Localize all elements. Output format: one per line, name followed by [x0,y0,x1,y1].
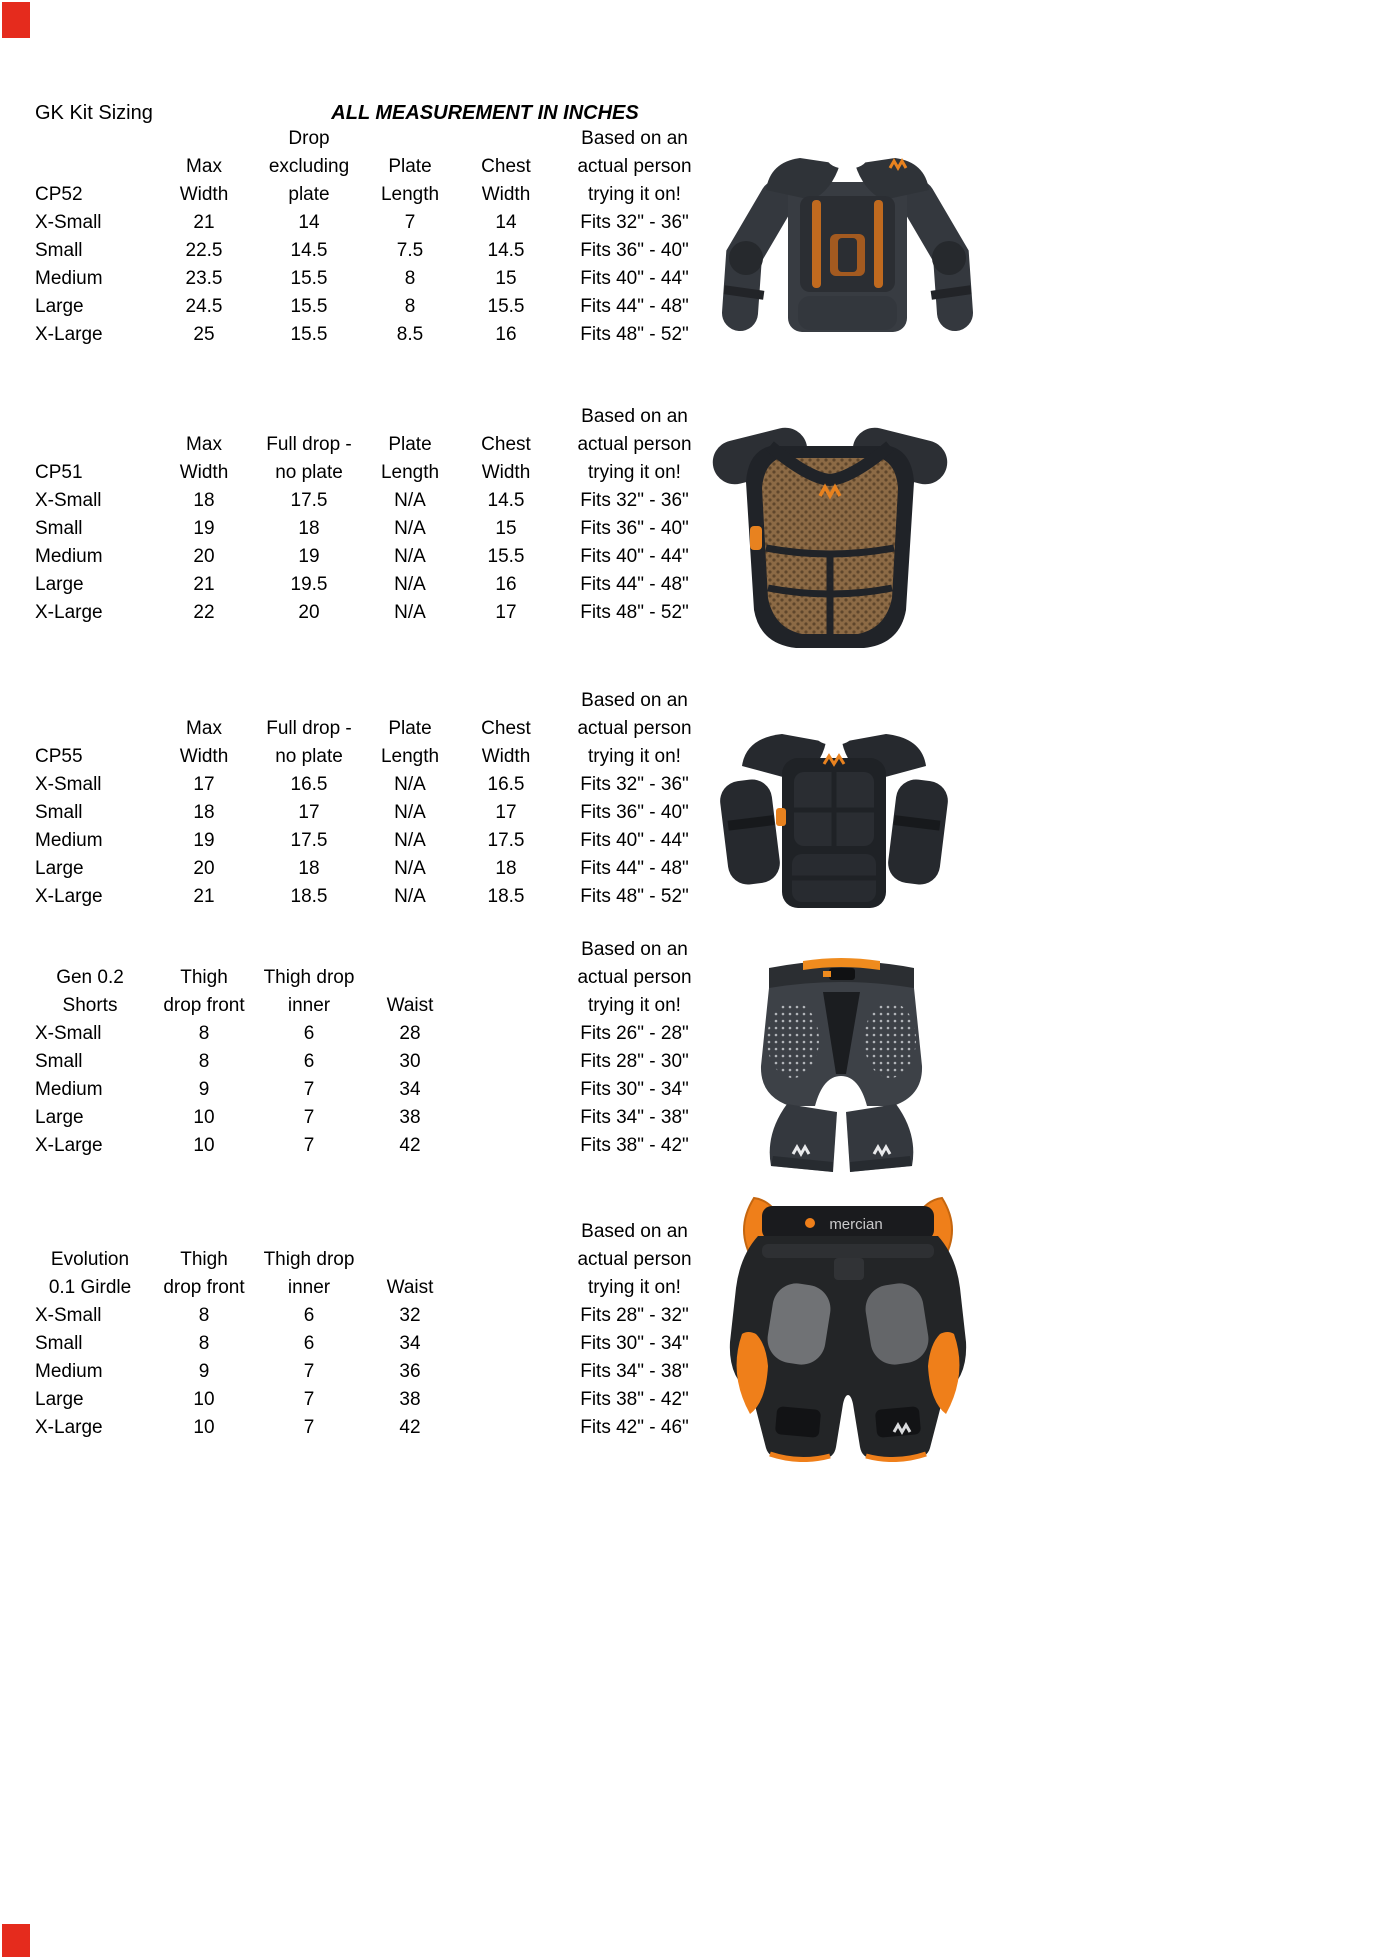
fits-cell: Fits 32" - 36" [580,212,689,233]
table-row [30,1330,722,1358]
header-cell: Thigh [180,967,228,988]
cell: 14.5 [487,240,525,261]
table-header-row [30,1218,722,1246]
header-cell [360,687,460,715]
size-cell: X-Small [35,490,102,511]
cell: 15.5 [290,296,328,317]
cell: 19 [298,546,320,567]
header-cell [30,715,150,743]
fits-cell: Fits 40" - 44" [580,268,689,289]
size-cell: Large [35,1107,84,1128]
cell: 15 [495,268,517,289]
header-cell: drop front [163,1277,245,1298]
table-row [30,543,722,571]
fits-cell: Fits 48" - 52" [580,602,689,623]
header-cell: excluding [268,156,350,177]
table-row [30,1302,722,1330]
cell [460,1414,552,1442]
header-cell [258,936,360,964]
evolution-girdle-product-image [718,1192,978,1462]
size-cell: Small [35,1333,83,1354]
cell: 17.5 [290,830,328,851]
header-cell: trying it on! [588,1277,681,1298]
table-header-row [30,992,722,1020]
header-cell [360,936,460,964]
cp51-size-table [30,403,722,627]
header-cell: Drop [288,128,330,149]
cell: 10 [193,1135,215,1156]
header-cell [460,687,552,715]
header-cell [30,687,150,715]
fits-cell: Fits 28" - 32" [580,1305,689,1326]
fits-cell: Fits 28" - 30" [580,1051,689,1072]
cell: 15.5 [487,296,525,317]
cell: 20 [193,546,215,567]
header-cell: Max [186,434,222,455]
table-header-row [30,459,722,487]
fits-cell: Fits 32" - 36" [580,774,689,795]
fits-cell: Fits 36" - 40" [580,518,689,539]
header-cell [460,992,552,1020]
header-cell: Thigh drop [263,967,355,988]
header-cell [150,1218,258,1246]
header-cell: Thigh [180,1249,228,1270]
header-cell: Thigh drop [263,1249,355,1270]
cell: 17 [298,802,320,823]
table-header-row [30,403,722,431]
fits-cell: Fits 40" - 44" [580,546,689,567]
table-header-row [30,125,722,153]
fits-cell: Fits 42" - 46" [580,1417,689,1438]
header-cell: inner [287,995,331,1016]
size-cell: Large [35,1389,84,1410]
cell: 7 [303,1079,315,1100]
size-cell: Medium [35,830,103,851]
size-cell: X-Large [35,886,103,907]
cell: 17 [495,802,517,823]
cell: 8 [198,1023,210,1044]
table-row [30,515,722,543]
header-cell [30,431,150,459]
cell: 19 [193,830,215,851]
cell: 8 [404,296,416,317]
cell: 14.5 [487,490,525,511]
header-cell: Based on an [581,939,688,960]
product-cell: Shorts [62,995,118,1016]
cell: 16.5 [487,774,525,795]
cell: 22.5 [185,240,223,261]
cell [460,1020,552,1048]
cell: 15.5 [487,546,525,567]
red-corner-mark-top [2,2,30,38]
cell: 20 [193,858,215,879]
product-cell: CP52 [35,184,83,205]
cell: N/A [394,858,426,879]
header-cell: trying it on! [588,995,681,1016]
size-cell: Small [35,802,83,823]
fits-cell: Fits 26" - 28" [580,1023,689,1044]
table-row [30,265,722,293]
fits-cell: Fits 48" - 52" [580,324,689,345]
cell: 16 [495,324,517,345]
header-cell: Full drop - [266,434,352,455]
cell: 19.5 [290,574,328,595]
cell [460,1358,552,1386]
cell: 18 [495,858,517,879]
table-header-row [30,936,722,964]
header-cell: Plate [388,156,432,177]
fits-cell: Fits 38" - 42" [580,1389,689,1410]
cp52-product-image [700,138,995,352]
cell: N/A [394,602,426,623]
header-cell [460,125,552,153]
header-cell: trying it on! [588,184,681,205]
header-cell: Max [186,156,222,177]
cp52-size-table [30,125,722,349]
table-row [30,827,722,855]
header-cell [30,936,150,964]
cell: 30 [399,1051,421,1072]
product-cell: Evolution [50,1249,130,1270]
cell [460,1132,552,1160]
cell: 28 [399,1023,421,1044]
table-header-row [30,1246,722,1274]
cell: 15.5 [290,324,328,345]
cell: N/A [394,518,426,539]
table-header-row [30,181,722,209]
size-cell: X-Small [35,774,102,795]
cell: 42 [399,1135,421,1156]
cell: 34 [399,1333,421,1354]
header-cell: Chest [481,434,531,455]
header-cell [460,1274,552,1302]
header-cell: Based on an [581,128,688,149]
fits-cell: Fits 44" - 48" [580,296,689,317]
table-row [30,209,722,237]
size-cell: X-Small [35,1305,102,1326]
size-cell: X-Large [35,1135,103,1156]
header-cell: Based on an [581,690,688,711]
cell: 9 [198,1361,210,1382]
cell: 7 [404,212,416,233]
header-cell [150,687,258,715]
size-cell: X-Small [35,1023,102,1044]
cell: 10 [193,1417,215,1438]
cell: 38 [399,1107,421,1128]
header-cell: actual person [577,1249,692,1270]
table-row [30,599,722,627]
table-row [30,487,722,515]
cell: N/A [394,574,426,595]
table-row [30,855,722,883]
cell: 34 [399,1079,421,1100]
header-cell: Waist [386,995,434,1016]
cell [460,1302,552,1330]
header-cell: Length [380,746,440,767]
header-cell: Max [186,718,222,739]
header-cell [460,964,552,992]
fits-cell: Fits 38" - 42" [580,1135,689,1156]
size-cell: Large [35,858,84,879]
cell: 38 [399,1389,421,1410]
header-cell: inner [287,1277,331,1298]
fits-cell: Fits 34" - 38" [580,1361,689,1382]
size-cell: Medium [35,1361,103,1382]
table-header-row [30,687,722,715]
table-row [30,1076,722,1104]
table-header-row [30,431,722,459]
cell [460,1048,552,1076]
header-cell [460,936,552,964]
cell: 21 [193,886,215,907]
header-cell: Waist [386,1277,434,1298]
header-cell [360,403,460,431]
header-cell: no plate [275,462,343,483]
cell: N/A [394,774,426,795]
cell: 20 [298,602,320,623]
fits-cell: Fits 32" - 36" [580,490,689,511]
size-cell: Large [35,574,84,595]
cell: 8.5 [396,324,424,345]
header-cell: Plate [388,434,432,455]
header-cell: Width [481,462,531,483]
table-header-row [30,715,722,743]
table-row [30,1048,722,1076]
size-cell: Small [35,1051,83,1072]
header-cell: Width [481,184,531,205]
cell: N/A [394,490,426,511]
cell: 25 [193,324,215,345]
cell: 18.5 [487,886,525,907]
header-cell [258,403,360,431]
cell: 22 [193,602,215,623]
fits-cell: Fits 36" - 40" [580,240,689,261]
table-row [30,1104,722,1132]
cp55-product-image [706,722,962,915]
header-cell: trying it on! [588,462,681,483]
header-cell: Width [481,746,531,767]
header-cell: Width [179,184,229,205]
size-cell: Medium [35,546,103,567]
cell [460,1330,552,1358]
table-row [30,293,722,321]
header-cell: no plate [275,746,343,767]
table-row [30,799,722,827]
size-cell: X-Large [35,324,103,345]
product-cell: Gen 0.2 [56,967,124,988]
header-cell: actual person [577,156,692,177]
table-row [30,571,722,599]
cell: 6 [303,1333,315,1354]
size-cell: X-Small [35,212,102,233]
cell: 19 [193,518,215,539]
page-title: GK Kit Sizing [35,102,153,124]
cell: 6 [303,1305,315,1326]
cell: 7 [303,1361,315,1382]
table-row [30,1132,722,1160]
size-cell: Medium [35,1079,103,1100]
table-row [30,321,722,349]
gen02-shorts-product-image [745,948,938,1182]
measurement-banner: ALL MEASUREMENT IN INCHES [331,102,639,124]
cell: 18 [298,518,320,539]
header-cell: Length [380,462,440,483]
cell: 8 [198,1051,210,1072]
header-cell [460,1246,552,1274]
cell: 24.5 [185,296,223,317]
table-row [30,771,722,799]
cell: 21 [193,574,215,595]
cell: 18 [193,802,215,823]
header-cell: Chest [481,718,531,739]
cp51-product-image [708,398,952,652]
cell: 17.5 [290,490,328,511]
cell: N/A [394,830,426,851]
header-cell: Width [179,746,229,767]
cell [460,1386,552,1414]
cell: 7.5 [396,240,424,261]
header-cell [460,403,552,431]
cell: 17 [193,774,215,795]
cell: 36 [399,1361,421,1382]
fits-cell: Fits 44" - 48" [580,858,689,879]
header-cell: actual person [577,434,692,455]
fits-cell: Fits 44" - 48" [580,574,689,595]
header-cell: Full drop - [266,718,352,739]
cell: 7 [303,1389,315,1410]
header-cell: Length [380,184,440,205]
header-cell [258,1218,360,1246]
table-header-row [30,1274,722,1302]
evolution-girdle-size-table [30,1218,722,1442]
header-cell [30,403,150,431]
table-row [30,237,722,265]
product-cell: CP51 [35,462,83,483]
cell: 10 [193,1107,215,1128]
header-cell: Chest [481,156,531,177]
cell [460,1104,552,1132]
cell: 7 [303,1417,315,1438]
header-cell [30,1218,150,1246]
size-cell: Small [35,240,83,261]
cell: 14 [495,212,517,233]
cell: 6 [303,1023,315,1044]
header-cell [150,403,258,431]
cell: 9 [198,1079,210,1100]
size-cell: X-Large [35,602,103,623]
cell: 15 [495,518,517,539]
fits-cell: Fits 36" - 40" [580,802,689,823]
fits-cell: Fits 30" - 34" [580,1333,689,1354]
table-row [30,1020,722,1048]
cell: 21 [193,212,215,233]
cell: N/A [394,802,426,823]
header-cell [30,125,150,153]
header-cell [360,964,460,992]
cell: 18.5 [290,886,328,907]
fits-cell: Fits 34" - 38" [580,1107,689,1128]
header-cell: trying it on! [588,746,681,767]
cell: N/A [394,546,426,567]
product-cell: 0.1 Girdle [48,1277,132,1298]
header-cell [460,1218,552,1246]
cell: 17 [495,602,517,623]
cell: 32 [399,1305,421,1326]
header-cell: Width [179,462,229,483]
cell: N/A [394,886,426,907]
size-cell: Small [35,518,83,539]
table-header-row [30,964,722,992]
header-cell: Based on an [581,1221,688,1242]
header-cell: actual person [577,718,692,739]
cell: 10 [193,1389,215,1410]
header-cell [150,125,258,153]
table-row [30,1358,722,1386]
header-cell [360,1246,460,1274]
table-row [30,883,722,911]
table-row [30,1414,722,1442]
cp55-size-table [30,687,722,911]
cell: 42 [399,1417,421,1438]
fits-cell: Fits 40" - 44" [580,830,689,851]
cell: 18 [193,490,215,511]
cell: 14.5 [290,240,328,261]
cell: 23.5 [185,268,223,289]
cell: 17.5 [487,830,525,851]
gen02-shorts-size-table [30,936,722,1160]
cell: 8 [404,268,416,289]
table-row [30,1386,722,1414]
header-cell [150,936,258,964]
cell: 7 [303,1107,315,1128]
header-cell: plate [288,184,330,205]
product-cell: CP55 [35,746,83,767]
fits-cell: Fits 48" - 52" [580,886,689,907]
cell: 16 [495,574,517,595]
cell: 7 [303,1135,315,1156]
cell: 8 [198,1333,210,1354]
girdle-waistband-brand-text: mercian [829,1216,883,1233]
cell: 8 [198,1305,210,1326]
header-cell: Based on an [581,406,688,427]
header-cell [360,1218,460,1246]
header-cell [258,687,360,715]
cell [460,1076,552,1104]
size-cell: Large [35,296,84,317]
header-cell [30,153,150,181]
cell: 16.5 [290,774,328,795]
header-cell [360,125,460,153]
table-header-row [30,153,722,181]
size-cell: X-Large [35,1417,103,1438]
fits-cell: Fits 30" - 34" [580,1079,689,1100]
header-cell: actual person [577,967,692,988]
cell: 18 [298,858,320,879]
size-cell: Medium [35,268,103,289]
header-cell: drop front [163,995,245,1016]
red-corner-mark-bottom [2,1924,30,1957]
cell: 15.5 [290,268,328,289]
header-cell: Plate [388,718,432,739]
cell: 14 [298,212,320,233]
cell: 6 [303,1051,315,1072]
table-header-row [30,743,722,771]
